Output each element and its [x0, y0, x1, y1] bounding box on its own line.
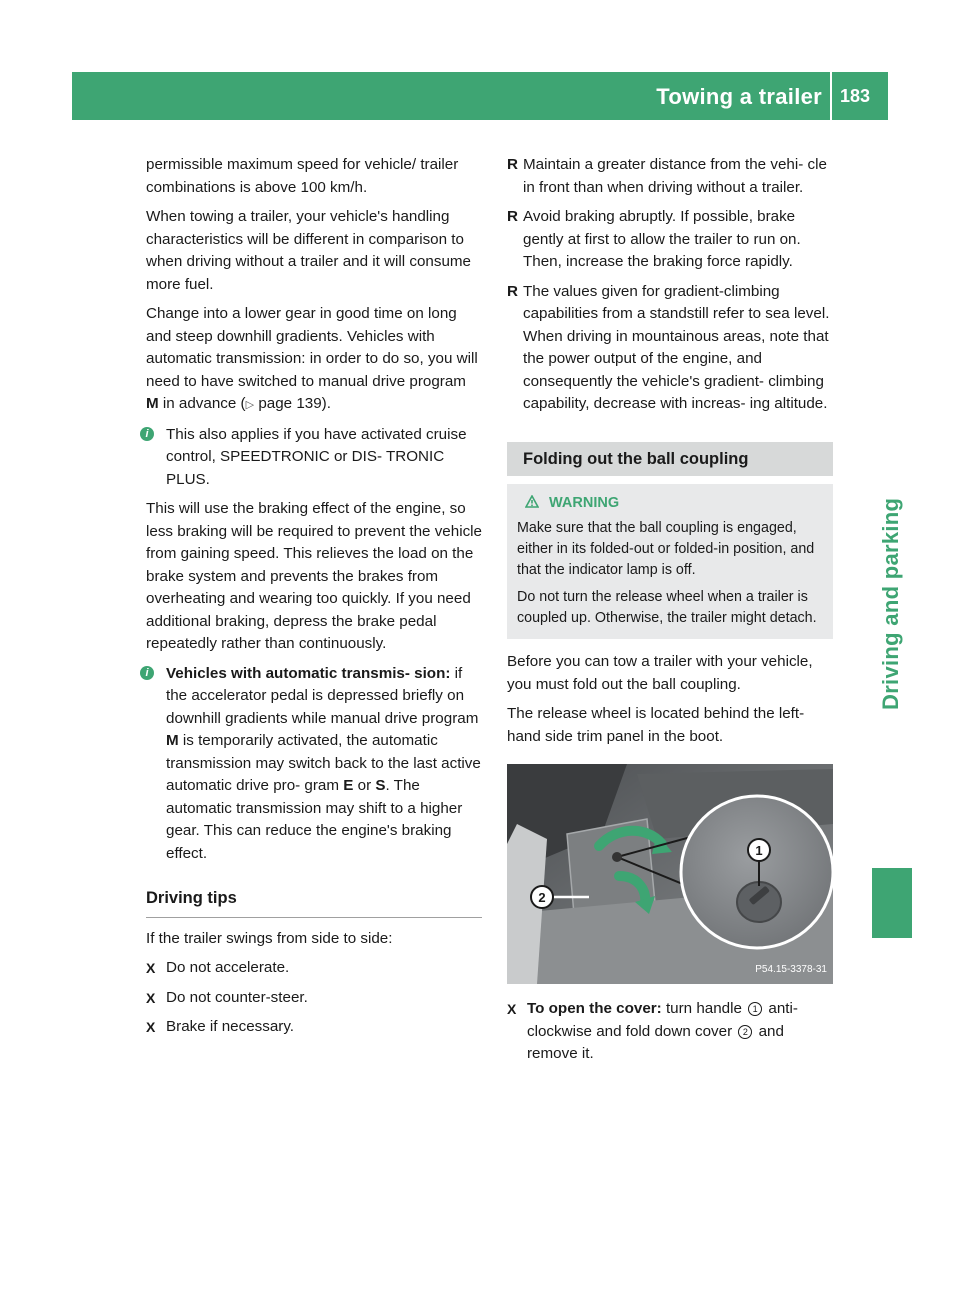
list-item: R The values given for gradient-climbing capabilities from a standstill refer to sea level. When driving in mountainous areas, note that the power output of the engine, and consequently the vehicle's gradient- climbing capability, decrease with increas- ing altitude. — [507, 282, 830, 412]
right-column — [507, 154, 833, 1073]
header-divider — [830, 72, 832, 120]
list-item: X Do not accelerate. — [146, 957, 482, 980]
bullet-icon: R — [507, 208, 518, 225]
figure-code: P54.15-3378-31 — [755, 963, 827, 975]
warning-text: Make sure that the ball coupling is engaged, either in its folded-out or folded-in position, and that the indicator lamp is off. — [517, 520, 815, 578]
step-arrow-icon: X — [507, 1001, 517, 1017]
list-item: R Maintain a greater distance from the vehi- cle in front than when driving without a trailer. — [507, 156, 827, 196]
figure-label-2: 2 — [538, 890, 546, 905]
left-column — [146, 154, 482, 1046]
page-number: 183 — [840, 86, 871, 106]
warning-text: Do not turn the release wheel when a trailer is coupled up. Otherwise, the trailer might detach. — [517, 589, 817, 626]
paragraph: This will use the braking effect of the engine, so less braking will be required to prevent the vehicle from gaining speed. This relieves the load on the brake system and prevents the brakes from overheating and wearing too quickly. If you need additional braking, depress the brake pedal repeatedly rather than continuously. — [146, 500, 482, 652]
side-tab-marker — [872, 868, 912, 938]
section-heading-ball-coupling: Folding out the ball coupling — [507, 442, 833, 477]
info-note: i This also applies if you have activated cruise control, SPEEDTRONIC or DIS- TRONIC PLUS. — [146, 424, 482, 492]
step-arrow-icon: X — [146, 1019, 156, 1035]
boot-release-wheel-figure — [507, 764, 833, 984]
list-item: R Avoid braking abruptly. If possible, brake gently at first to allow the trailer to run on. Then, increase the braking force rapidly. — [507, 208, 801, 270]
bullet-icon: R — [507, 282, 518, 300]
bullet-icon: R — [507, 156, 518, 173]
paragraph: If the trailer swings from side to side: — [146, 929, 393, 947]
step-arrow-icon: X — [146, 989, 156, 1006]
boot-illustration — [507, 764, 833, 984]
step-arrow-icon: X — [146, 960, 156, 976]
list-item: X To open the cover: turn handle 1 anti- clockwise and fold down cover 2 and remove it. — [507, 1000, 798, 1062]
page-title: Towing a trailer — [656, 84, 822, 109]
page-ref-arrow-icon: ▷ — [245, 399, 255, 411]
list-item: X Brake if necessary. — [146, 1016, 482, 1039]
warning-box — [507, 484, 833, 639]
paragraph: Before you can tow a trailer with your vehicle, you must fold out the ball coupling. — [507, 653, 813, 693]
info-note: i Vehicles with automatic transmis- sion: if the accelerator pedal is depressed briefly on downhill gradients while manual drive program M is temporarily activated, the automatic transmission may switch back to the last active automatic drive pro- gram E or S. The automatic transmission may shift to a higher gear. This can reduce the engine's braking effect. — [146, 663, 482, 866]
info-icon: i — [140, 427, 154, 441]
section-heading-driving-tips: Driving tips — [146, 887, 482, 918]
callout-1: 1 — [748, 1002, 762, 1016]
paragraph: Change into a lower gear in good time on long and steep downhill gradients. Vehicles with automatic transmission: in order to do so, you will need to have switched to manual drive program M in advance (▷ page 139). — [146, 305, 478, 412]
paragraph: The release wheel is located behind the left- hand side trim panel in the boot. — [507, 705, 805, 745]
warning-title: WARNING — [525, 493, 823, 514]
callout-2: 2 — [738, 1025, 752, 1039]
side-tab-label: Driving and parking — [878, 497, 903, 710]
paragraph: When towing a trailer, your vehicle's handling characteristics will be different in comparison to when driving without a trailer and it will consume more fuel. — [146, 208, 471, 293]
info-icon: i — [140, 666, 154, 680]
paragraph: permissible maximum speed for vehicle/ trailer combinations is above 100 km/h. — [146, 156, 459, 196]
list-item: X Do not counter-steer. — [146, 987, 482, 1010]
warning-triangle-icon — [525, 495, 549, 511]
figure-label-1: 1 — [755, 843, 763, 858]
